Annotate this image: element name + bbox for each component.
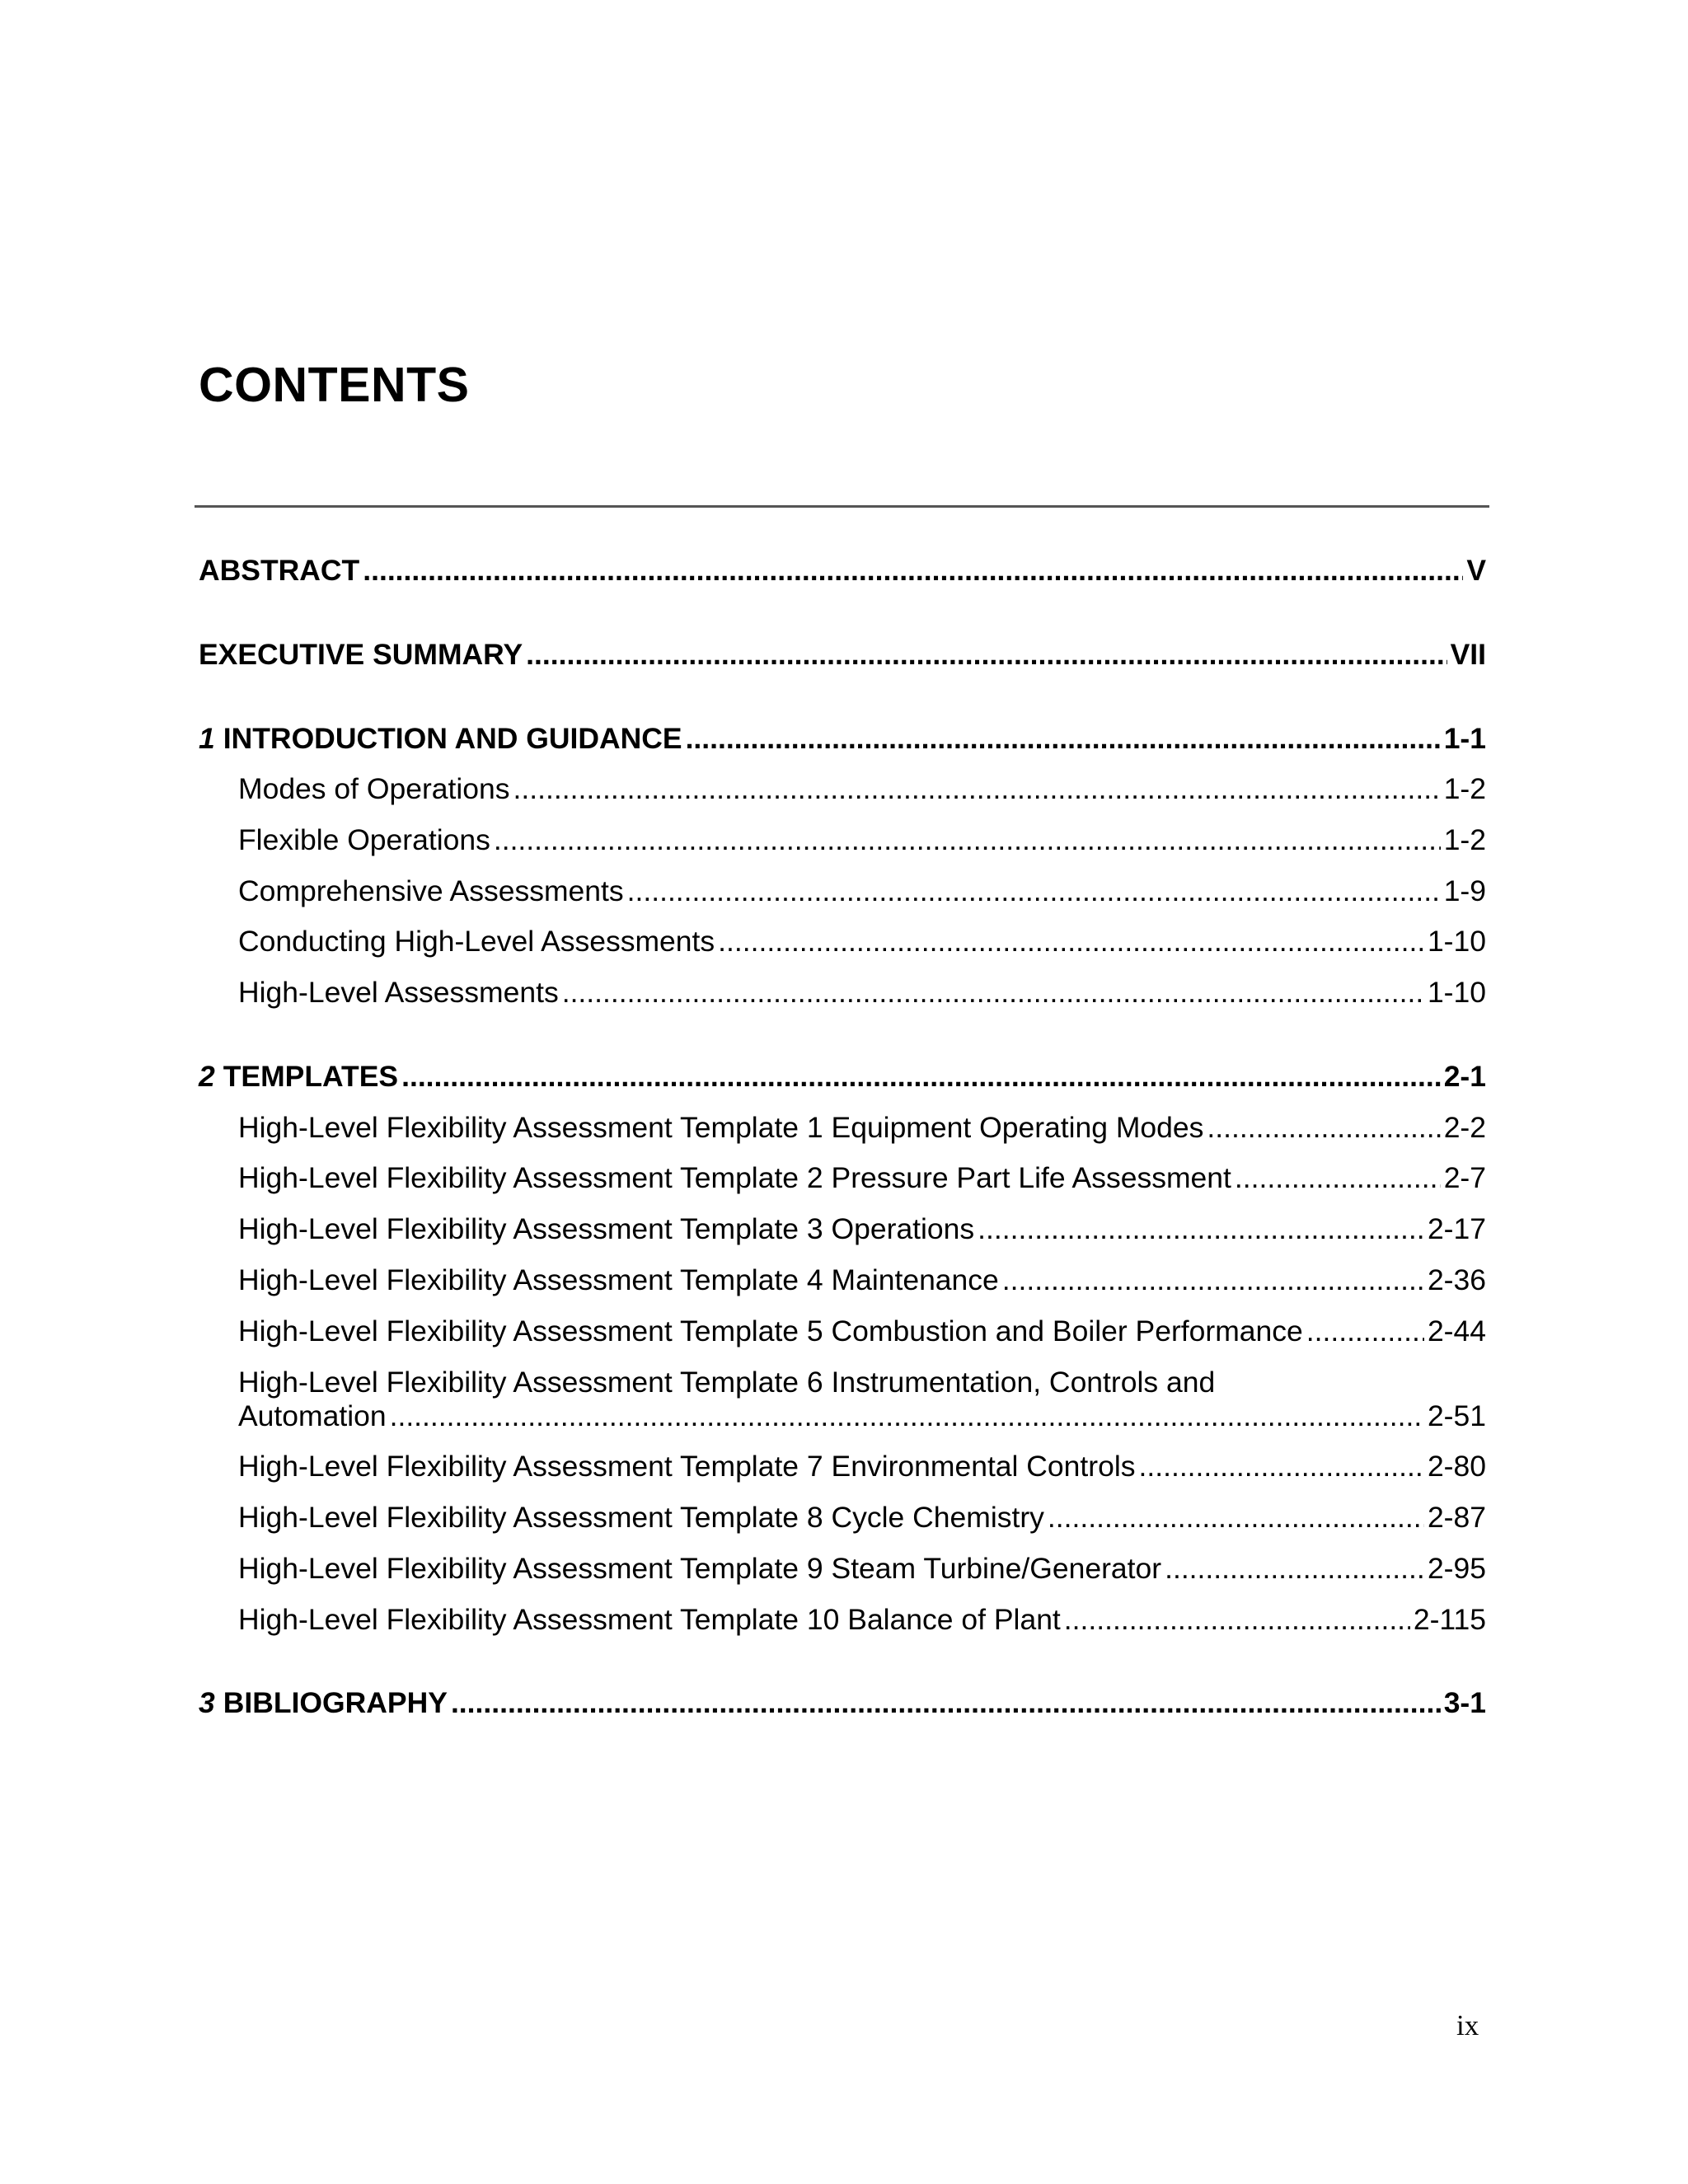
toc-leader-dots xyxy=(1002,1262,1424,1298)
toc-page-number: 1-9 xyxy=(1443,874,1486,907)
toc-entry[interactable] xyxy=(238,771,1486,807)
toc-leader-dots xyxy=(513,771,1441,807)
toc-leader-dots xyxy=(494,822,1441,858)
toc-label: Flexible Operations xyxy=(238,823,490,856)
toc-page-number: 1-10 xyxy=(1427,976,1486,1009)
toc-leader-dots xyxy=(978,1211,1424,1247)
toc-label: Comprehensive Assessments xyxy=(238,874,624,907)
toc-page-number: 2-7 xyxy=(1443,1161,1486,1194)
toc-label: High-Level Flexibility Assessment Template 10 Balance of Plant xyxy=(238,1603,1061,1636)
toc-entry-chapter-3[interactable] xyxy=(199,1685,1486,1721)
toc-leader-dots xyxy=(686,720,1441,757)
toc-label: EXECUTIVE SUMMARY xyxy=(199,638,523,671)
toc-leader-dots xyxy=(451,1685,1441,1721)
toc-leader-dots xyxy=(1165,1550,1424,1586)
toc-page-number: 2-2 xyxy=(1443,1111,1486,1144)
toc-label: High-Level Flexibility Assessment Template 4 Maintenance xyxy=(238,1263,999,1296)
toc-entry[interactable] xyxy=(238,1398,1486,1434)
toc-leader-dots xyxy=(562,974,1424,1010)
toc-leader-dots xyxy=(1235,1160,1441,1196)
toc-page-number: 2-17 xyxy=(1427,1212,1486,1245)
toc-page-number: 1-1 xyxy=(1443,722,1486,755)
toc-label: High-Level Flexibility Assessment Template 2 Pressure Part Life Assessment xyxy=(238,1161,1231,1194)
toc-leader-dots xyxy=(390,1398,1424,1434)
toc-entry[interactable] xyxy=(238,1262,1486,1298)
toc-page-number: 1-2 xyxy=(1443,823,1486,856)
toc-entry[interactable] xyxy=(238,1211,1486,1247)
toc-entry-wrapped-line[interactable]: High-Level Flexibility Assessment Template 6 Instrumentation, Controls and xyxy=(238,1366,1216,1399)
toc-entry[interactable] xyxy=(238,1550,1486,1586)
toc-label: High-Level Flexibility Assessment Template 3 Operations xyxy=(238,1212,975,1245)
toc-leader-dots xyxy=(1064,1601,1410,1638)
toc-page-number: 1-10 xyxy=(1427,925,1486,958)
toc-entry[interactable] xyxy=(238,1109,1486,1146)
toc-entry[interactable] xyxy=(238,1160,1486,1196)
toc-leader-dots xyxy=(1139,1448,1424,1484)
toc-entry[interactable] xyxy=(238,1499,1486,1535)
toc-leader-dots xyxy=(1207,1109,1440,1146)
toc-page-number: 2-87 xyxy=(1427,1501,1486,1534)
toc-leader-dots xyxy=(1048,1499,1424,1535)
toc-entry[interactable] xyxy=(238,974,1486,1010)
toc-page-number: VII xyxy=(1450,638,1486,671)
toc-entry[interactable] xyxy=(238,873,1486,909)
toc-entry[interactable] xyxy=(238,1313,1486,1349)
toc-label: INTRODUCTION AND GUIDANCE xyxy=(223,722,682,755)
toc-label: High-Level Flexibility Assessment Template 1 Equipment Operating Modes xyxy=(238,1111,1204,1144)
chapter-number: 2 xyxy=(199,1060,215,1093)
toc-entry[interactable] xyxy=(238,923,1486,959)
toc-page-number: 2-1 xyxy=(1443,1060,1486,1093)
toc-page-number: 2-44 xyxy=(1427,1315,1486,1347)
toc-label: High-Level Flexibility Assessment Template 5 Combustion and Boiler Performance xyxy=(238,1315,1303,1347)
chapter-number: 3 xyxy=(199,1686,215,1719)
toc-leader-dots xyxy=(526,636,1447,673)
toc-page-number: 2-115 xyxy=(1413,1603,1486,1636)
toc-page-number: 1-2 xyxy=(1443,772,1486,805)
toc-label: High-Level Flexibility Assessment Template 7 Environmental Controls xyxy=(238,1450,1136,1483)
toc-label: High-Level Flexibility Assessment Template 9 Steam Turbine/Generator xyxy=(238,1552,1162,1585)
toc-label: ABSTRACT xyxy=(199,554,360,587)
toc-label: High-Level Flexibility Assessment Template 8 Cycle Chemistry xyxy=(238,1501,1044,1534)
page-title: CONTENTS xyxy=(199,358,470,412)
toc-label: TEMPLATES xyxy=(223,1060,399,1093)
toc-page-number: 2-95 xyxy=(1427,1552,1486,1585)
toc-label: Modes of Operations xyxy=(238,772,510,805)
toc-entry-abstract[interactable] xyxy=(199,552,1486,588)
toc-entry[interactable] xyxy=(238,822,1486,858)
toc-entry-chapter-1[interactable] xyxy=(199,720,1486,757)
toc-page-number: 2-36 xyxy=(1427,1263,1486,1296)
toc-entry-chapter-2[interactable] xyxy=(199,1058,1486,1094)
toc-label: BIBLIOGRAPHY xyxy=(223,1686,448,1719)
toc-label: Automation xyxy=(238,1399,387,1432)
toc-page-number: 3-1 xyxy=(1443,1686,1486,1719)
toc-leader-dots xyxy=(1306,1313,1424,1349)
toc-entry-executive-summary[interactable] xyxy=(199,636,1486,673)
toc-leader-dots xyxy=(627,873,1441,909)
toc-entry[interactable] xyxy=(238,1601,1486,1638)
toc-page-number: V xyxy=(1466,554,1486,587)
toc-page-number: 2-51 xyxy=(1427,1399,1486,1432)
toc-page-number: 2-80 xyxy=(1427,1450,1486,1483)
page-number: ix xyxy=(1456,2009,1479,2041)
toc-leader-dots xyxy=(363,552,1463,588)
toc-leader-dots xyxy=(718,923,1424,959)
toc-label: High-Level Assessments xyxy=(238,976,559,1009)
toc-label: Conducting High-Level Assessments xyxy=(238,925,715,958)
toc-leader-dots xyxy=(401,1058,1441,1094)
toc-entry[interactable] xyxy=(238,1448,1486,1484)
chapter-number: 1 xyxy=(199,722,215,755)
